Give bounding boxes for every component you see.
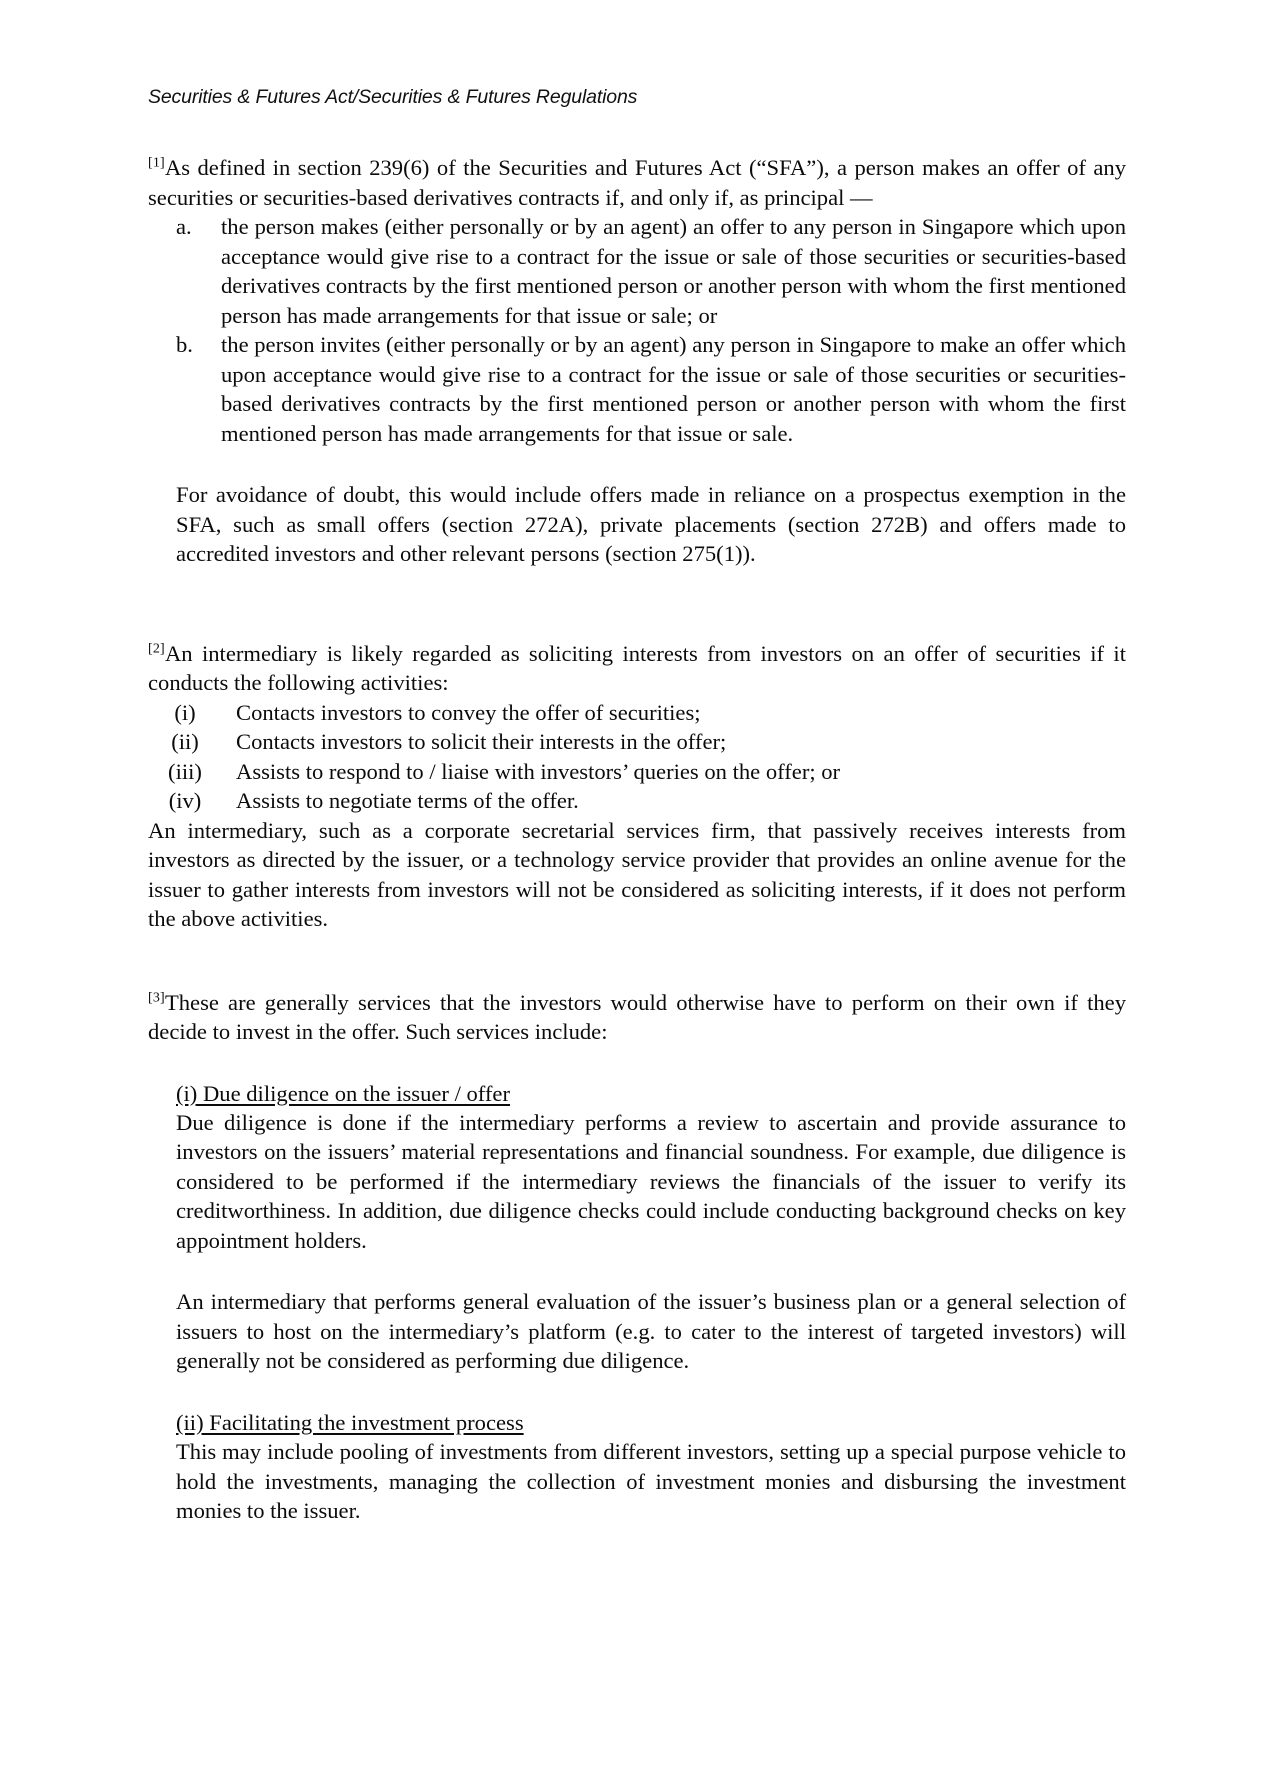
list-item — [148, 727, 1126, 756]
footnote-1-closing: For avoidance of doubt, this would include offers made in reliance on a prospectus exemption in the SFA, such as small offers (section 272A), private placements (section 272B) and offers made to accredited investors and other relevant persons (section 275(1)). — [176, 482, 1126, 567]
footnote-marker-2: [2] — [148, 641, 165, 657]
list-item — [148, 330, 1126, 448]
footnote-3-block — [148, 988, 1126, 1526]
footnote-3-intro — [148, 988, 1126, 1047]
footnote-1-intro-text: As defined in section 239(6) of the Securities and Futures Act (“SFA”), a person makes an offer of any securities or securities-based derivatives contracts if, and only if, as principal — — [148, 155, 1126, 210]
list-item-text: Assists to negotiate terms of the offer. — [236, 788, 579, 814]
list-item — [148, 786, 1126, 815]
spacer — [148, 448, 1126, 480]
footnote-2-intro-text: An intermediary is likely regarded as soliciting interests from investors on an offer of securities if it conducts the following activities: — [148, 640, 1126, 696]
list-marker: (i) — [174, 699, 196, 725]
spacer — [148, 934, 1126, 988]
spacer — [148, 1376, 1126, 1408]
list-item-text: Contacts investors to convey the offer of securities; — [236, 699, 701, 725]
footnote-2-roman-list — [148, 698, 1126, 816]
list-item — [148, 757, 1126, 786]
list-item-text: the person invites (either personally or by an agent) any person in Singapore to make an offer which upon acceptance would give rise to a contract for the issue or sale of those securities or securities-based derivatives contracts by the first mentioned person or another person with whom the first mentioned person has made arrangements for that issue or sale. — [221, 332, 1126, 446]
list-marker: (iii) — [168, 758, 202, 784]
footnote-marker-1: [1] — [148, 155, 165, 171]
list-item — [148, 212, 1126, 330]
list-marker: a. — [176, 214, 192, 240]
list-item-text: Contacts investors to solicit their interests in the offer; — [236, 729, 727, 755]
footnote-2-intro — [148, 639, 1126, 698]
footnote-3-intro-text: These are generally services that the investors would otherwise have to perform on their own if they decide to invest in the offer. Such services include: — [148, 989, 1126, 1045]
spacer — [148, 1255, 1126, 1287]
subsection-due-diligence-para-2: An intermediary that performs general evaluation of the issuer’s business plan or a general selection of issuers to host on the intermediary’s platform (e.g. to cater to the interest of targeted investors) will generally not be considered as performing due diligence. — [176, 1289, 1126, 1374]
subsection-heading-facilitating-investment: (ii) Facilitating the investment process — [176, 1409, 524, 1435]
footnote-marker-3: [3] — [148, 989, 165, 1005]
list-item-text: the person makes (either personally or by an agent) an offer to any person in Singapore which upon acceptance would give rise to a contract for the issue or sale of those securities or securities-based derivatives contracts by the first mentioned person or another person with whom the first mentioned person has made arrangements for that issue or sale; or — [221, 214, 1126, 328]
list-marker: b. — [176, 332, 193, 358]
list-marker: (ii) — [171, 729, 199, 755]
list-marker: (iv) — [168, 788, 202, 814]
list-item — [148, 698, 1126, 727]
subsection-heading-due-diligence: (i) Due diligence on the issuer / offer — [176, 1080, 510, 1106]
footnote-1-block — [148, 153, 1126, 568]
list-item-text: Assists to respond to / liaise with investors’ queries on the offer; or — [236, 758, 841, 784]
footnote-2-closing: An intermediary, such as a corporate secretarial services firm, that passively receives interests from investors as directed by the issuer, or a technology service provider that provides an online avenue for the issuer to gather interests from investors will not be considered as soliciting interests, if it does not perform the above activities. — [148, 817, 1126, 932]
spacer — [148, 569, 1126, 639]
footnote-1-alpha-list — [148, 212, 1126, 448]
footnote-2-block — [148, 639, 1126, 934]
footnote-1-intro — [148, 153, 1126, 212]
subsection-due-diligence-para-1: Due diligence is done if the intermediary performs a review to ascertain and provide assurance to investors on the issuers’ material representations and financial soundness. For example, due diligence is considered to be performed if the intermediary reviews the financials of the issuer to verify its creditworthiness. In addition, due diligence checks could include conducting background checks on key appointment holders. — [176, 1109, 1126, 1253]
document-body — [148, 153, 1126, 1525]
spacer — [148, 1047, 1126, 1079]
page-title: Securities & Futures Act/Securities & Futures Regulations — [148, 86, 638, 108]
subsection-facilitating-investment-para-1: This may include pooling of investments from different investors, setting up a special purpose vehicle to hold the investments, managing the collection of investment monies and disbursing the investment monies to the issuer. — [176, 1439, 1126, 1524]
